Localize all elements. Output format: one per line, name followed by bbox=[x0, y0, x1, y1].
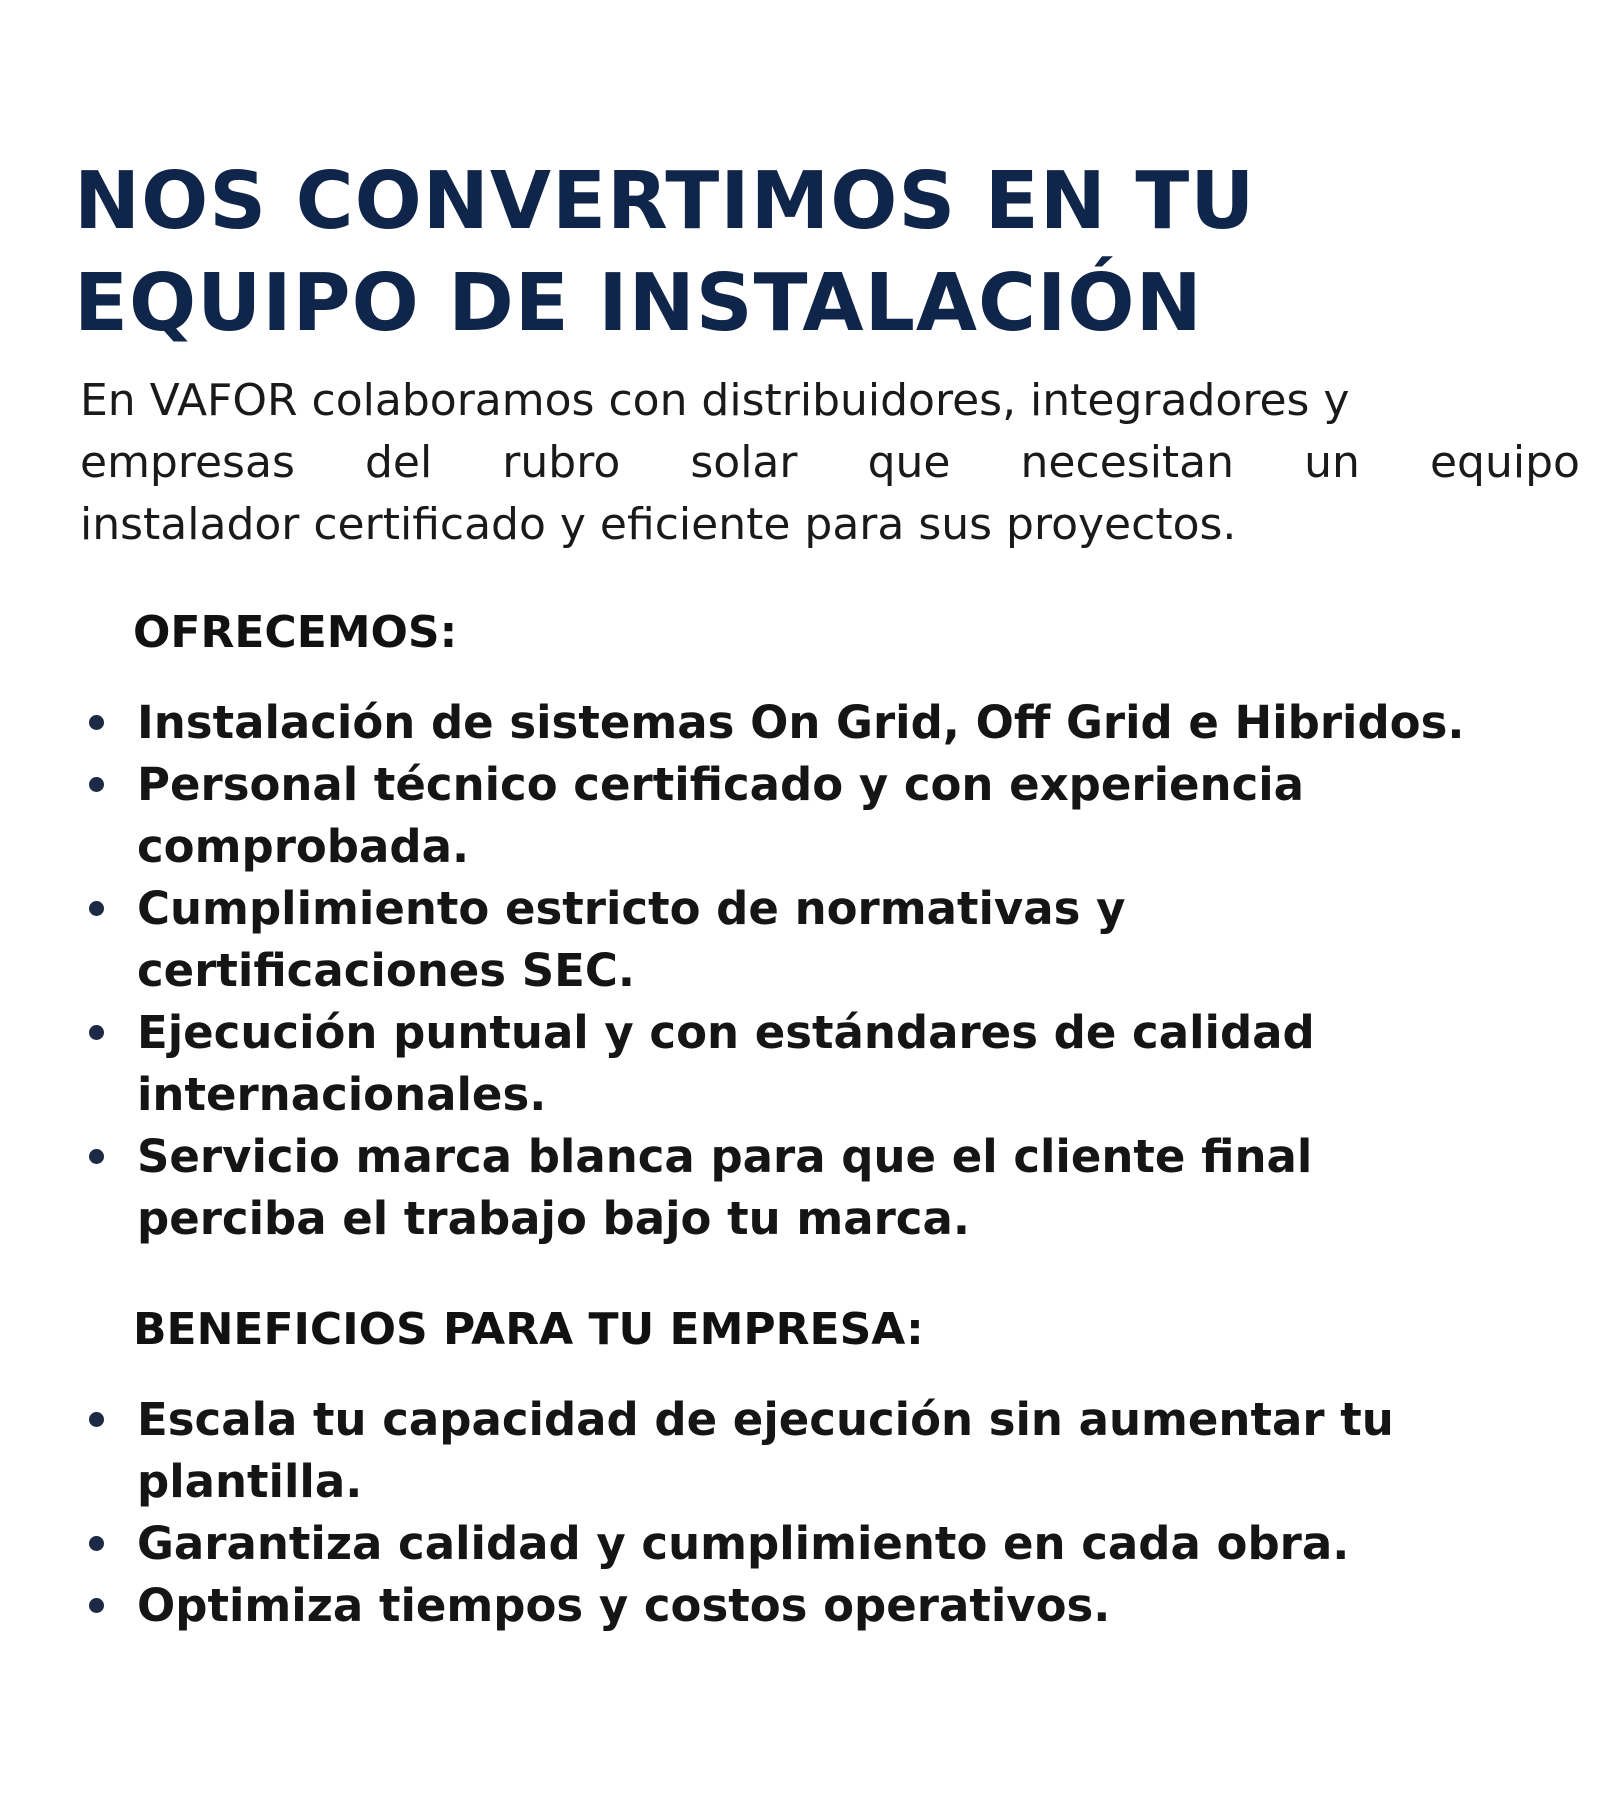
list-item-line: plantilla. bbox=[137, 1455, 363, 1508]
bullet-dot-icon bbox=[89, 1149, 104, 1164]
intro-word: del bbox=[364, 437, 433, 488]
page-title-line: NOS CONVERTIMOS EN TU bbox=[74, 155, 1256, 247]
intro-word: equipo bbox=[1429, 437, 1580, 488]
bullet-dot-icon bbox=[89, 1598, 104, 1613]
list-item-line: Optimiza tiempos y costos operativos. bbox=[137, 1579, 1111, 1632]
list-item-line: Instalación de sistemas On Grid, Off Grid e Hibridos. bbox=[137, 696, 1465, 749]
offer-list-item bbox=[0, 754, 1600, 878]
list-item-line: internacionales. bbox=[137, 1068, 547, 1121]
bullet-dot-icon bbox=[89, 1536, 104, 1551]
benefits-list-item bbox=[0, 1513, 1600, 1575]
intro-word: necesitan bbox=[1020, 437, 1235, 488]
benefits-list bbox=[0, 1389, 1600, 1637]
intro-word: que bbox=[867, 437, 951, 488]
list-item-line: Ejecución puntual y con estándares de calidad bbox=[137, 1006, 1315, 1059]
intro-word: empresas bbox=[80, 437, 295, 488]
benefits-list-item bbox=[0, 1389, 1600, 1513]
page-title-line: EQUIPO DE INSTALACIÓN bbox=[74, 257, 1203, 349]
intro-word: un bbox=[1304, 437, 1360, 488]
list-item-line: Personal técnico certificado y con experiencia bbox=[137, 758, 1305, 811]
list-item-line: perciba el trabajo bajo tu marca. bbox=[137, 1192, 970, 1245]
intro-line-justified bbox=[80, 432, 1580, 494]
bullet-dot-icon bbox=[89, 1025, 104, 1040]
offer-list-item bbox=[0, 1002, 1600, 1126]
offer-heading: OFRECEMOS: bbox=[133, 607, 458, 658]
intro-word: solar bbox=[690, 437, 798, 488]
intro-paragraph bbox=[80, 370, 1580, 556]
list-item-line: Servicio marca blanca para que el cliente final bbox=[137, 1130, 1313, 1183]
intro-word: rubro bbox=[502, 437, 621, 488]
intro-line: En VAFOR colaboramos con distribuidores, integradores y bbox=[80, 375, 1350, 426]
list-item-line: Garantiza calidad y cumplimiento en cada obra. bbox=[137, 1517, 1350, 1570]
list-item-line: certificaciones SEC. bbox=[137, 944, 636, 997]
offer-list bbox=[0, 692, 1600, 1250]
benefits-heading: BENEFICIOS PARA TU EMPRESA: bbox=[133, 1304, 924, 1355]
list-item-line: Cumplimiento estricto de normativas y bbox=[137, 882, 1126, 935]
intro-line: instalador certificado y eficiente para sus proyectos. bbox=[80, 499, 1237, 550]
bullet-dot-icon bbox=[89, 777, 104, 792]
bullet-dot-icon bbox=[89, 715, 104, 730]
bullet-dot-icon bbox=[89, 1412, 104, 1427]
bullet-dot-icon bbox=[89, 901, 104, 916]
list-item-line: comprobada. bbox=[137, 820, 470, 873]
offer-list-item bbox=[0, 692, 1600, 754]
offer-list-item bbox=[0, 878, 1600, 1002]
benefits-list-item bbox=[0, 1575, 1600, 1637]
offer-list-item bbox=[0, 1126, 1600, 1250]
page-title bbox=[74, 150, 1534, 354]
list-item-line: Escala tu capacidad de ejecución sin aumentar tu bbox=[137, 1393, 1394, 1446]
